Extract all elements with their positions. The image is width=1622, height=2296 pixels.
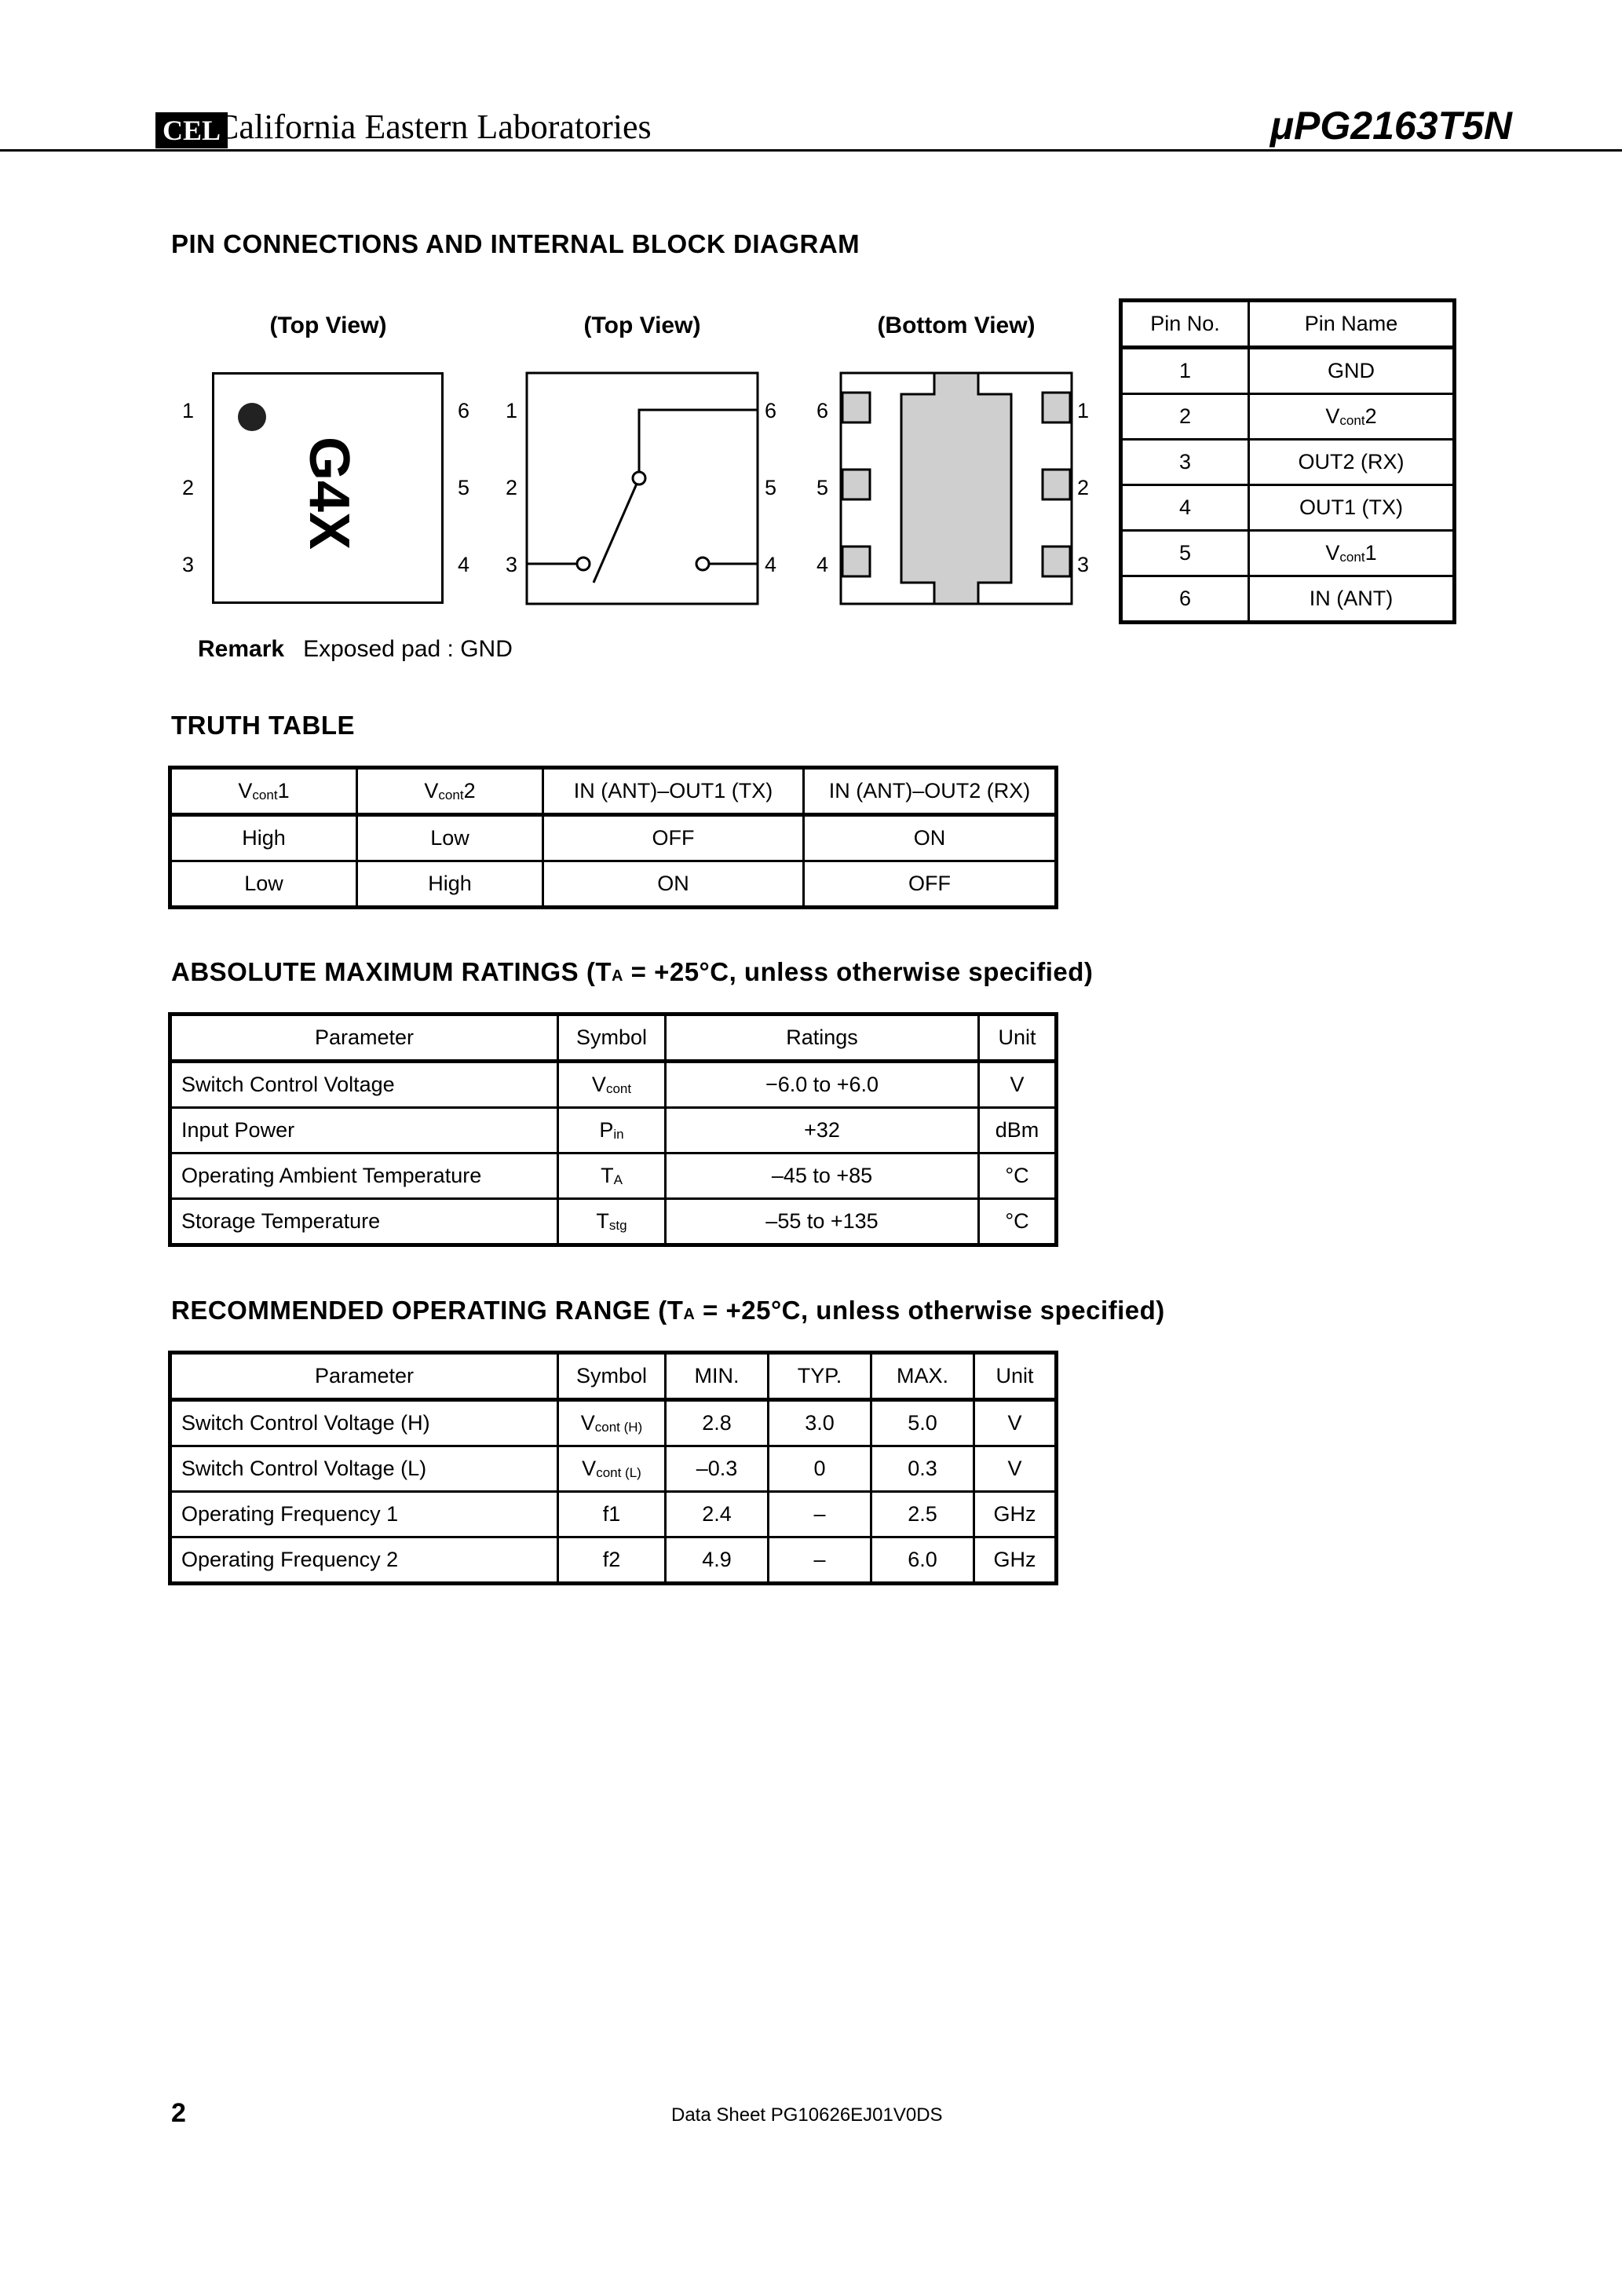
abs-max-title: ABSOLUTE MAXIMUM RATINGS (TA = +25°C, unless otherwise specified)	[171, 957, 1094, 986]
typ: –	[769, 1537, 871, 1584]
exposed-pad	[901, 373, 1011, 604]
pin-name: OUT2 (RX)	[1249, 440, 1455, 485]
pkg2-pin-1: 1	[506, 399, 518, 422]
pin-no: 2	[1121, 394, 1249, 440]
symbol: f1	[558, 1492, 666, 1537]
pin-section-title: PIN CONNECTIONS AND INTERNAL BLOCK DIAGRAM	[171, 229, 860, 258]
min: 2.8	[666, 1400, 769, 1446]
truth-header-vcont2: Vcont2	[357, 768, 543, 815]
table-row	[170, 1153, 1057, 1199]
truth-header-vcont1: Vcont1	[170, 768, 357, 815]
pin-no: 5	[1121, 531, 1249, 576]
switch-block-diagram	[524, 371, 760, 606]
max: 2.5	[871, 1492, 974, 1537]
remark-text: Exposed pad : GND	[303, 636, 513, 662]
pkg3-pin-4: 4	[816, 553, 829, 576]
table-row	[170, 815, 1057, 861]
max: 5.0	[871, 1400, 974, 1446]
parameter: Operating Frequency 1	[170, 1492, 558, 1537]
abs-header-ratings: Ratings	[666, 1015, 979, 1062]
pin-no: 4	[1121, 485, 1249, 531]
switch-package-outline	[527, 373, 758, 604]
remark	[198, 636, 513, 663]
part-number: μPG2163T5N	[1269, 104, 1512, 148]
max: 0.3	[871, 1446, 974, 1492]
parameter: Switch Control Voltage	[170, 1062, 558, 1108]
package-marking: G4X	[298, 436, 360, 550]
rec-header-symbol: Symbol	[558, 1353, 666, 1400]
pad-2	[1043, 470, 1070, 499]
rating: +32	[666, 1108, 979, 1153]
symbol: Vcont (H)	[558, 1400, 666, 1446]
pkg2-pin-2: 2	[506, 476, 518, 499]
table-row	[170, 861, 1057, 908]
rec-header-min: MIN.	[666, 1353, 769, 1400]
pkg1-pin-4: 4	[458, 553, 470, 576]
pkg2-pin-3: 3	[506, 553, 518, 576]
document-reference: Data Sheet PG10626EJ01V0DS	[671, 2104, 943, 2126]
typ: 0	[769, 1446, 871, 1492]
rec-header-parameter: Parameter	[170, 1353, 558, 1400]
table-cell: OFF	[804, 861, 1057, 908]
rating: –45 to +85	[666, 1153, 979, 1199]
symbol: f2	[558, 1537, 666, 1584]
unit: GHz	[974, 1492, 1057, 1537]
out-right-node	[696, 558, 709, 570]
parameter: Operating Ambient Temperature	[170, 1153, 558, 1199]
table-row	[170, 1537, 1057, 1584]
pkg3-pin-6: 6	[816, 399, 829, 422]
pin-table-header-no: Pin No.	[1121, 301, 1249, 348]
table-row	[1121, 485, 1455, 531]
pin-no: 1	[1121, 348, 1249, 394]
pin-no: 6	[1121, 576, 1249, 623]
company-name: California Eastern Laboratories	[216, 108, 652, 146]
table-row	[170, 1446, 1057, 1492]
pin1-dot-icon	[238, 403, 266, 431]
out-left-node	[577, 558, 590, 570]
table-row	[1121, 394, 1455, 440]
pkg3-pin-5: 5	[816, 476, 829, 499]
parameter: Storage Temperature	[170, 1199, 558, 1245]
pin-name: GND	[1249, 348, 1455, 394]
package-top-view	[212, 372, 444, 604]
abs-header-unit: Unit	[979, 1015, 1057, 1062]
unit: V	[979, 1062, 1057, 1108]
pkg1-pin-6: 6	[458, 399, 470, 422]
table-row	[1121, 531, 1455, 576]
pad-1	[1043, 393, 1070, 422]
pkg3-pin-2: 2	[1077, 476, 1090, 499]
pkg1-pin-2: 2	[182, 476, 195, 499]
table-cell: ON	[543, 861, 804, 908]
unit: GHz	[974, 1537, 1057, 1584]
parameter: Input Power	[170, 1108, 558, 1153]
truth-header-rx: IN (ANT)–OUT2 (RX)	[804, 768, 1057, 815]
unit: °C	[979, 1153, 1057, 1199]
typ: 3.0	[769, 1400, 871, 1446]
truth-header-tx: IN (ANT)–OUT1 (TX)	[543, 768, 804, 815]
truth-table	[168, 766, 1058, 909]
parameter: Operating Frequency 2	[170, 1537, 558, 1584]
view-label-top-2: (Top View)	[583, 313, 701, 338]
pin-table-header-name: Pin Name	[1249, 301, 1455, 348]
pin-no: 3	[1121, 440, 1249, 485]
rec-header-unit: Unit	[974, 1353, 1057, 1400]
table-row	[170, 1492, 1057, 1537]
unit: V	[974, 1400, 1057, 1446]
pin-name: OUT1 (TX)	[1249, 485, 1455, 531]
rating: −6.0 to +6.0	[666, 1062, 979, 1108]
rating: –55 to +135	[666, 1199, 979, 1245]
pkg2-pin-5: 5	[765, 476, 777, 499]
abs-max-table	[168, 1012, 1058, 1247]
unit: V	[974, 1446, 1057, 1492]
table-cell: Low	[170, 861, 357, 908]
parameter: Switch Control Voltage (L)	[170, 1446, 558, 1492]
pin-table	[1119, 298, 1456, 624]
table-row	[170, 1062, 1057, 1108]
unit: °C	[979, 1199, 1057, 1245]
pad-5	[842, 470, 870, 499]
switch-arm	[594, 484, 637, 583]
abs-header-parameter: Parameter	[170, 1015, 558, 1062]
antenna-node	[633, 472, 645, 484]
symbol: Pin	[558, 1108, 666, 1153]
max: 6.0	[871, 1537, 974, 1584]
table-row	[1121, 440, 1455, 485]
table-cell: ON	[804, 815, 1057, 861]
table-row	[1121, 576, 1455, 623]
pkg1-pin-3: 3	[182, 553, 195, 576]
rec-op-table	[168, 1351, 1058, 1585]
abs-header-symbol: Symbol	[558, 1015, 666, 1062]
table-row	[1121, 348, 1455, 394]
pad-4	[842, 547, 870, 576]
unit: dBm	[979, 1108, 1057, 1153]
min: 4.9	[666, 1537, 769, 1584]
min: 2.4	[666, 1492, 769, 1537]
table-row	[170, 1199, 1057, 1245]
typ: –	[769, 1492, 871, 1537]
symbol: TA	[558, 1153, 666, 1199]
table-row	[170, 1108, 1057, 1153]
company-logo: CEL	[155, 112, 228, 148]
symbol: Tstg	[558, 1199, 666, 1245]
header-rule	[0, 149, 1622, 152]
pkg2-pin-6: 6	[765, 399, 777, 422]
page-number: 2	[171, 2098, 186, 2128]
parameter: Switch Control Voltage (H)	[170, 1400, 558, 1446]
table-cell: High	[170, 815, 357, 861]
package-bottom-view	[838, 371, 1074, 606]
pkg2-pin-4: 4	[765, 553, 777, 576]
pkg3-pin-3: 3	[1077, 553, 1090, 576]
truth-table-title: TRUTH TABLE	[171, 711, 356, 740]
view-label-bottom: (Bottom View)	[877, 313, 1036, 338]
pad-3	[1043, 547, 1070, 576]
view-label-top-1: (Top View)	[269, 313, 387, 338]
pkg3-pin-1: 1	[1077, 399, 1090, 422]
rec-op-title: RECOMMENDED OPERATING RANGE (TA = +25°C, unless otherwise specified)	[171, 1296, 1165, 1325]
table-cell: OFF	[543, 815, 804, 861]
table-cell: High	[357, 861, 543, 908]
antenna-line	[639, 410, 758, 473]
pad-6	[842, 393, 870, 422]
pkg1-pin-5: 5	[458, 476, 470, 499]
rec-header-typ: TYP.	[769, 1353, 871, 1400]
pin-name: Vcont1	[1249, 531, 1455, 576]
remark-label: Remark	[198, 636, 285, 662]
table-cell: Low	[357, 815, 543, 861]
symbol: Vcont	[558, 1062, 666, 1108]
pin-name: IN (ANT)	[1249, 576, 1455, 623]
pkg1-pin-1: 1	[182, 399, 195, 422]
symbol: Vcont (L)	[558, 1446, 666, 1492]
min: –0.3	[666, 1446, 769, 1492]
rec-header-max: MAX.	[871, 1353, 974, 1400]
pin-name: Vcont2	[1249, 394, 1455, 440]
table-row	[170, 1400, 1057, 1446]
